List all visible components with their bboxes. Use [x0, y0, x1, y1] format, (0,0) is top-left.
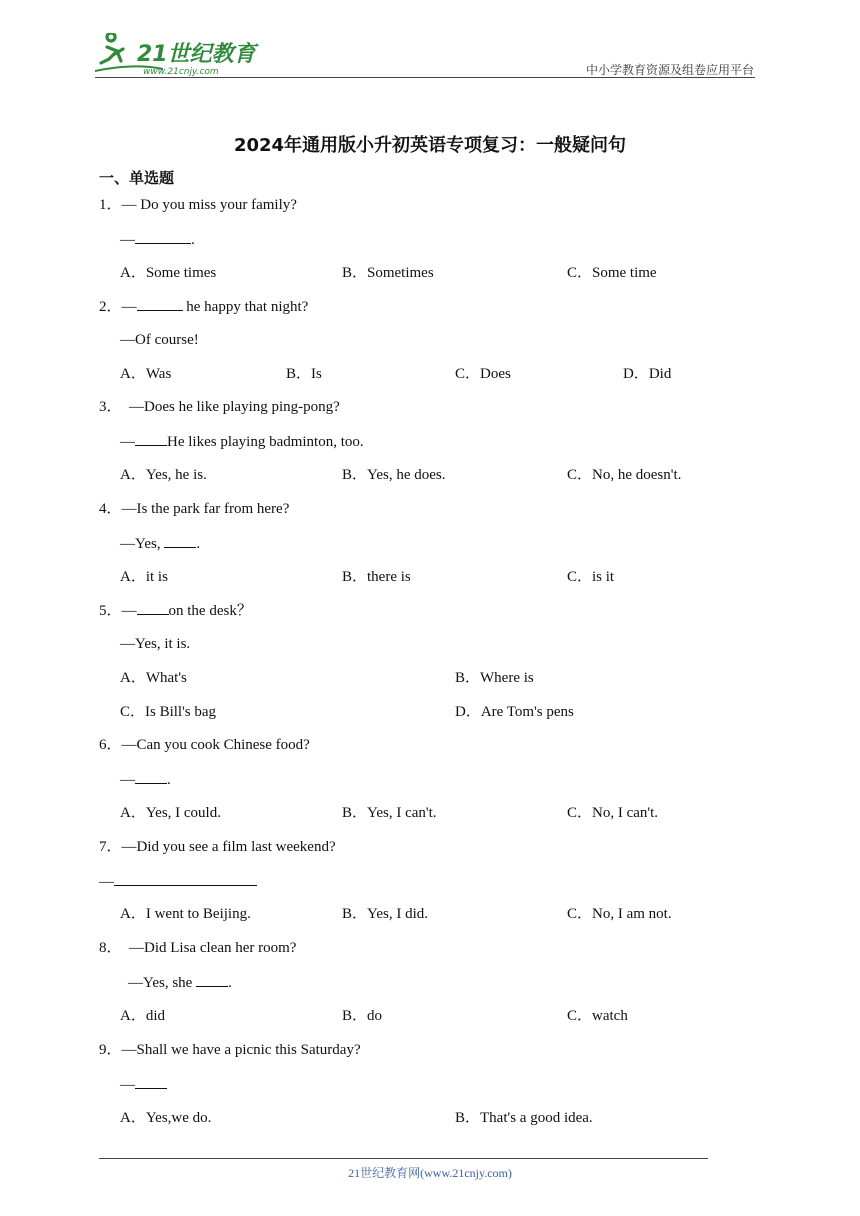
option: C．No, he doesn't.	[567, 467, 682, 483]
logo-url: www.21cnjy.com	[143, 67, 219, 77]
option: B．That's a good idea.	[455, 1110, 593, 1126]
runner-icon	[101, 33, 123, 63]
option: C．Is Bill's bag	[120, 704, 217, 720]
answer-blank	[114, 872, 257, 886]
answer-blank	[196, 973, 228, 987]
answer-blank	[135, 770, 167, 784]
option: C．No, I can't.	[567, 805, 659, 821]
option: A．Yes, he is.	[120, 467, 207, 483]
answer-blank	[137, 601, 169, 615]
option: A．I went to Beijing.	[120, 906, 251, 922]
answer-blank	[137, 297, 183, 311]
site-logo	[93, 33, 263, 79]
option: B．there is	[342, 569, 411, 585]
option: B．Is	[286, 366, 322, 382]
logo-text: 21世纪教育	[137, 42, 256, 67]
section-title: 一、单选题	[99, 169, 175, 187]
header-divider	[95, 77, 755, 78]
option: A．Yes, I could.	[120, 805, 221, 821]
option: C．Does	[455, 366, 511, 382]
option: A．What's	[120, 670, 187, 686]
option: C．is it	[567, 569, 615, 585]
option: C．watch	[567, 1008, 628, 1024]
option: B．do	[342, 1008, 383, 1024]
option: A．Some times	[120, 265, 217, 281]
header-platform-text: 中小学教育资源及组卷应用平台	[585, 63, 754, 77]
option: B．Sometimes	[342, 265, 434, 281]
option: C．No, I am not.	[567, 906, 672, 922]
option: C．Some time	[567, 265, 657, 281]
option: D．Are Tom's pens	[455, 704, 574, 720]
question-number: 1．	[99, 197, 122, 213]
option: A．Was	[120, 366, 172, 382]
option: A．Yes,we do.	[120, 1110, 212, 1126]
option: B．Yes, he does.	[342, 467, 446, 483]
option: D．Did	[623, 366, 672, 382]
option: B．Where is	[455, 670, 534, 686]
answer-blank	[135, 432, 167, 446]
page-title: 2024年通用版小升初英语专项复习：一般疑问句	[233, 135, 627, 156]
answer-blank	[135, 230, 191, 244]
option: B．Yes, I did.	[342, 906, 428, 922]
option: A．did	[120, 1008, 166, 1024]
answer-blank	[135, 1075, 167, 1089]
footer-link[interactable]: 21世纪教育网(www.21cnjy.com)	[348, 1166, 512, 1180]
question-stem: — Do you miss your family?	[121, 197, 297, 213]
footer-divider	[99, 1158, 708, 1159]
option: A．it is	[120, 569, 168, 585]
answer-blank	[164, 534, 196, 548]
option: B．Yes, I can't.	[342, 805, 437, 821]
